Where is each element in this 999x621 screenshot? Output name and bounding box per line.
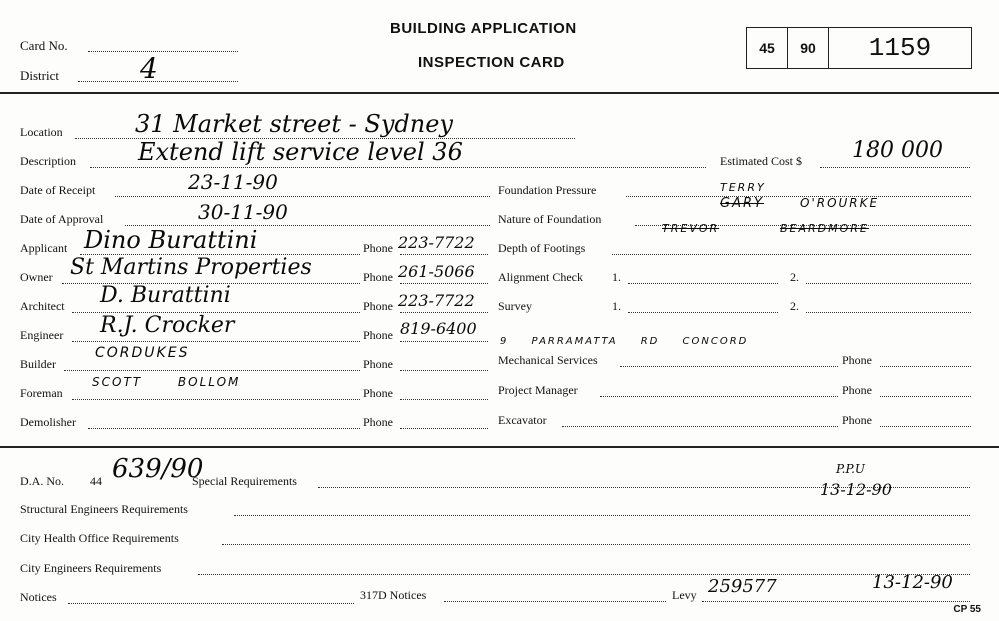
card-number-box: 1159 — [828, 27, 972, 69]
applicant-label: Applicant — [20, 241, 68, 255]
project-manager-phone-label: Phone — [842, 383, 872, 397]
excavator-phone-field — [880, 426, 971, 427]
district-field — [78, 81, 238, 82]
applicant-phone-field — [400, 254, 488, 255]
levy-value: 259577 — [708, 576, 777, 597]
description-label: Description — [20, 154, 76, 168]
project-manager-label: Project Manager — [498, 383, 578, 397]
code-box-1: 45 — [746, 27, 788, 69]
foreman-value: SCOTT BOLLOM — [92, 375, 241, 389]
structural-req-label: Structural Engineers Requirements — [20, 502, 188, 516]
builder-value: CORDUKES — [95, 345, 190, 361]
survey-2-field — [806, 312, 971, 313]
engineer-phone: 819-6400 — [400, 319, 477, 338]
excavator-phone-label: Phone — [842, 413, 872, 427]
builder-phone-field — [400, 370, 488, 371]
card-no-label: Card No. — [20, 38, 68, 53]
demolisher-field — [88, 428, 360, 429]
foreman-label: Foreman — [20, 386, 63, 400]
district-value: 4 — [140, 52, 158, 85]
alignment-1-label: 1. — [612, 270, 621, 284]
survey-label: Survey — [498, 299, 532, 313]
handwritten-struck-2: TREVOR — [662, 222, 720, 235]
depth-footings-label: Depth of Footings — [498, 241, 586, 255]
foreman-phone-label: Phone — [363, 386, 393, 400]
card-no-field — [88, 51, 238, 52]
project-manager-field — [600, 396, 838, 397]
survey-1-label: 1. — [612, 299, 621, 313]
engineer-label: Engineer — [20, 328, 64, 342]
code-box-2: 90 — [787, 27, 829, 69]
builder-label: Builder — [20, 357, 56, 371]
architect-label: Architect — [20, 299, 65, 313]
foundation-pressure-field — [626, 196, 971, 197]
alignment-1-field — [628, 283, 778, 284]
receipt-field — [115, 196, 490, 197]
mechanical-value: 9 PARRAMATTA RD CONCORD — [500, 336, 749, 347]
description-value: Extend lift service level 36 — [138, 138, 463, 166]
architect-value: D. Burattini — [100, 283, 231, 308]
engineer-value: R.J. Crocker — [100, 313, 235, 338]
owner-value: St Martins Properties — [70, 255, 312, 280]
architect-phone: 223-7722 — [398, 291, 475, 310]
mechanical-field — [620, 366, 838, 367]
notices-317d-field — [444, 601, 666, 602]
levy-field — [702, 601, 970, 602]
alignment-check-label: Alignment Check — [498, 270, 583, 284]
da-label: D.A. No. — [20, 474, 64, 488]
approval-label: Date of Approval — [20, 212, 104, 226]
special-note-2: 13-12-90 — [820, 480, 892, 499]
demolisher-phone-label: Phone — [363, 415, 393, 429]
notices-field — [68, 603, 354, 604]
owner-phone: 261-5066 — [398, 262, 475, 281]
engineer-phone-label: Phone — [363, 328, 393, 342]
health-req-label: City Health Office Requirements — [20, 531, 179, 545]
foreman-phone-field — [400, 399, 488, 400]
demolisher-phone-field — [400, 428, 488, 429]
receipt-label: Date of Receipt — [20, 183, 96, 197]
da-value: 639/90 — [112, 454, 204, 484]
handwritten-top: TERRY — [720, 181, 766, 194]
location-value: 31 Market street - Sydney — [135, 110, 453, 138]
structural-req-field — [234, 515, 970, 516]
location-label: Location — [20, 125, 63, 139]
alignment-2-field — [806, 283, 971, 284]
levy-label: Levy — [672, 588, 697, 602]
special-note-1: P.P.U — [836, 462, 866, 476]
estimated-cost-field — [820, 167, 970, 168]
mechanical-label: Mechanical Services — [498, 353, 598, 367]
notices-label: Notices — [20, 590, 57, 604]
city-eng-req-field — [198, 574, 970, 575]
owner-phone-field — [400, 283, 488, 284]
survey-1-field — [628, 312, 778, 313]
applicant-phone: 223-7722 — [398, 233, 475, 252]
header-divider — [0, 92, 999, 94]
handwritten-struck-1: GARY — [720, 196, 764, 211]
handwritten-struck-3: BEARDMORE — [780, 222, 869, 235]
excavator-field — [562, 426, 838, 427]
nature-foundation-label: Nature of Foundation — [498, 212, 602, 226]
form-code: CP 55 — [953, 604, 981, 615]
owner-label: Owner — [20, 270, 53, 284]
engineer-field — [72, 341, 360, 342]
district-label: District — [20, 68, 59, 83]
form-title: BUILDING APPLICATION — [390, 20, 577, 37]
description-field — [90, 167, 706, 168]
receipt-value: 23-11-90 — [188, 170, 278, 194]
owner-phone-label: Phone — [363, 270, 393, 284]
alignment-2-label: 2. — [790, 270, 799, 284]
section-divider — [0, 446, 999, 448]
depth-footings-field — [612, 254, 971, 255]
levy-date: 13-12-90 — [872, 572, 953, 593]
special-req-label: Special Requirements — [192, 474, 297, 488]
applicant-value: Dino Burattini — [84, 226, 258, 254]
handwritten-name: O'ROURKE — [800, 196, 880, 210]
health-req-field — [222, 544, 970, 545]
architect-phone-label: Phone — [363, 299, 393, 313]
notices-317d-label: 317D Notices — [360, 588, 427, 602]
demolisher-label: Demolisher — [20, 415, 76, 429]
engineer-phone-field — [400, 341, 488, 342]
approval-value: 30-11-90 — [198, 200, 288, 224]
builder-field — [64, 370, 360, 371]
applicant-phone-label: Phone — [363, 241, 393, 255]
mechanical-phone-field — [880, 366, 971, 367]
city-eng-req-label: City Engineers Requirements — [20, 561, 162, 575]
estimated-cost-value: 180 000 — [852, 138, 943, 163]
builder-phone-label: Phone — [363, 357, 393, 371]
project-manager-phone-field — [880, 396, 971, 397]
foreman-field — [72, 399, 360, 400]
survey-2-label: 2. — [790, 299, 799, 313]
da-prefix: 44 — [90, 474, 102, 488]
foundation-pressure-label: Foundation Pressure — [498, 183, 597, 197]
excavator-label: Excavator — [498, 413, 547, 427]
estimated-cost-label: Estimated Cost $ — [720, 154, 802, 168]
mechanical-phone-label: Phone — [842, 353, 872, 367]
architect-phone-field — [400, 312, 488, 313]
form-subtitle: INSPECTION CARD — [418, 54, 565, 71]
